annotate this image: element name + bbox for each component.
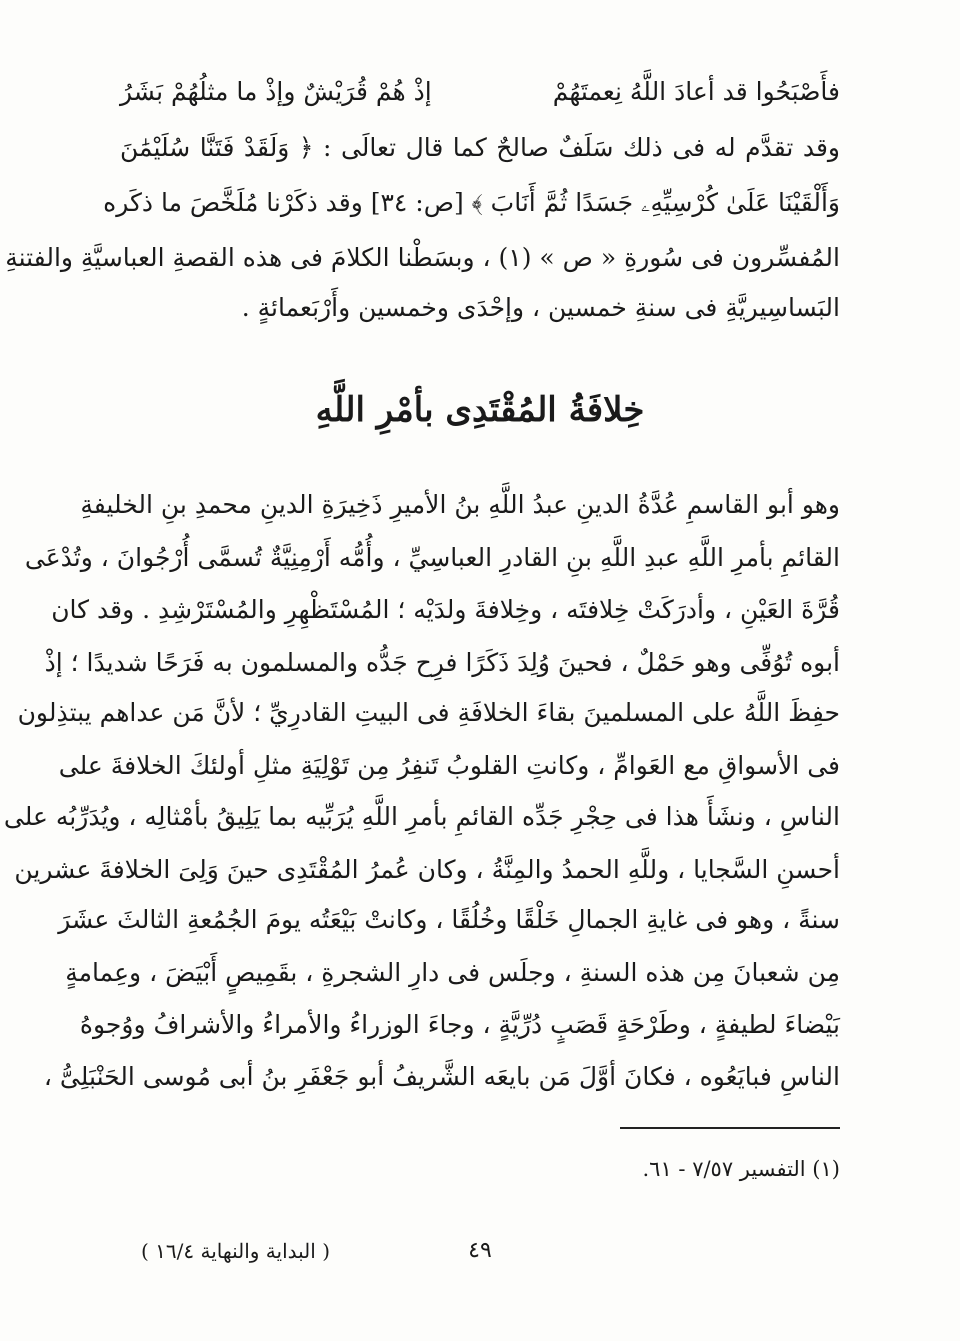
intro-line: البَساسِيريَّةِ فى سنةِ خمسين ، وإحْدَى وخمسين وأَرْبَعمائةٍ . xyxy=(241,293,840,322)
chapter-title: خِلافَةُ المُقْتَدِى بأمْرِ اللَّهِ xyxy=(315,390,645,430)
body-line: القائمِ بأمرِ اللَّهِ عبدِ اللَّهِ بنِ القادرِ العباسِيِّ ، وأُمُّه أَرْمِنِيَّةٌ تُسمَّى أُرْجُوانَ ، وتُدْعَى xyxy=(24,543,840,572)
intro-line: المُفسِّرون فى سُورةِ « ص » (١) ، وبسَطْنا الكلامَ فى هذه القصةِ العباسيَّةِ والفتنةِ xyxy=(5,243,840,272)
body-line: حفِظَ اللَّهُ على المسلمينَ بقاءَ الخلافَةِ فى البيتِ القادرِيِّ ؛ لأنَّ مَن عداهم يبتذِلون xyxy=(17,698,840,727)
body-line: فى الأسواقِ مع العَوامِّ ، وكانتِ القلوبُ تَنفِرُ مِن تَوْلِيَةِ مثلِ أولئكَ الخلافةَ على xyxy=(58,751,840,780)
body-line: الناسِ ، ونشَأَ هذا فى حِجْرِ جَدِّه القائمِ بأمرِ اللَّهِ يُرَبِّيه بما يَلِيقُ بأمْثالِه ، ويُدَرِّبُه على xyxy=(3,802,840,831)
footnote: (١) التفسير ٧/٥٧ - ٦١. xyxy=(642,1157,840,1181)
page-number: ٤٩ xyxy=(468,1238,492,1263)
body-line: سنةً ، وهو فى غايةِ الجمالِ خَلْقًا وخُلُقًا ، وكانتْ بَيْعَتُه يومَ الجُمُعةِ الثالثَ عشَرَ xyxy=(58,905,840,934)
body-line: بَيْضاءَ لطيفةٍ ، وطَرْحَةٍ قَصَبٍ دُرِّيَّةٍ ، وجاءَ الوزراءُ والأمراءُ والأشرافُ ووُجوهُ xyxy=(79,1010,840,1039)
intro-line: وَأَلْقَيْنَا عَلَىٰ كُرْسِيِّهِۦ جَسَدًا ثُمَّ أَنَابَ ﴾ [ص: ٣٤] وقد ذكَرْنا مُلَخَّصَ ما ذكَره xyxy=(103,188,840,217)
footnote-separator xyxy=(620,1127,840,1129)
body-line: مِن شعبانَ مِن هذه السنةِ ، وجلَس فى دارِ الشجرةِ ، بقَمِيصٍ أَبْيَضَ ، وعِمامةٍ xyxy=(65,958,840,987)
running-footer-title: ( البداية والنهاية ١٦/٤ ) xyxy=(141,1239,330,1263)
verse-first-hemistich: فأَصْبَحُوا قد أعادَ اللَّهُ نِعمتَهُمْ xyxy=(552,77,840,106)
intro-line: وقد تقدَّم له فى ذلك سَلَفٌ صالحٌ كما قال تعالَى : ﴿ وَلَقَدْ فَتَنَّا سُلَيْمَٰنَ xyxy=(120,133,840,162)
body-line: أحسنِ السَّجايا ، وللَّهِ الحمدُ والمِنَّةُ ، وكان عُمرُ المُقْتَدِى حينَ وَلِىَ الخلافةَ عشرين xyxy=(14,855,840,884)
body-line: قُرَّةَ العَيْنِ ، وأدرَكَتْ خِلافتَه ، وخِلافةَ ولدَيْه ؛ المُسْتَظْهِرِ والمُسْتَرْشِدِ . وقد كان xyxy=(51,595,840,624)
body-line: وهو أبو القاسمِ عُدَّةُ الدينِ عبدُ اللَّهِ بنُ الأميرِ ذَخِيرَةِ الدينِ محمدِ بنِ الخليفةِ xyxy=(80,490,840,519)
body-line: أبوه تُوُفِّى وهو حَمْلٌ ، فحينَ وُلِدَ ذَكَرًا فرِح جَدُّه والمسلمون به فَرَحًا شديدًا ؛ إذْ xyxy=(44,648,840,677)
poetry-verse xyxy=(120,72,840,112)
verse-second-hemistich: إذْ هُمْ قُرَيْشٌ وإذْ ما مثلُهُمْ بَشَرُ xyxy=(120,77,432,106)
body-line: الناسِ فبايَعُوه ، فكانَ أوَّلَ مَن بايعَه الشَّريفُ أبو جَعْفَرِ بنُ أبى مُوسى الحَنْبَلِىُّ ، xyxy=(43,1062,840,1091)
